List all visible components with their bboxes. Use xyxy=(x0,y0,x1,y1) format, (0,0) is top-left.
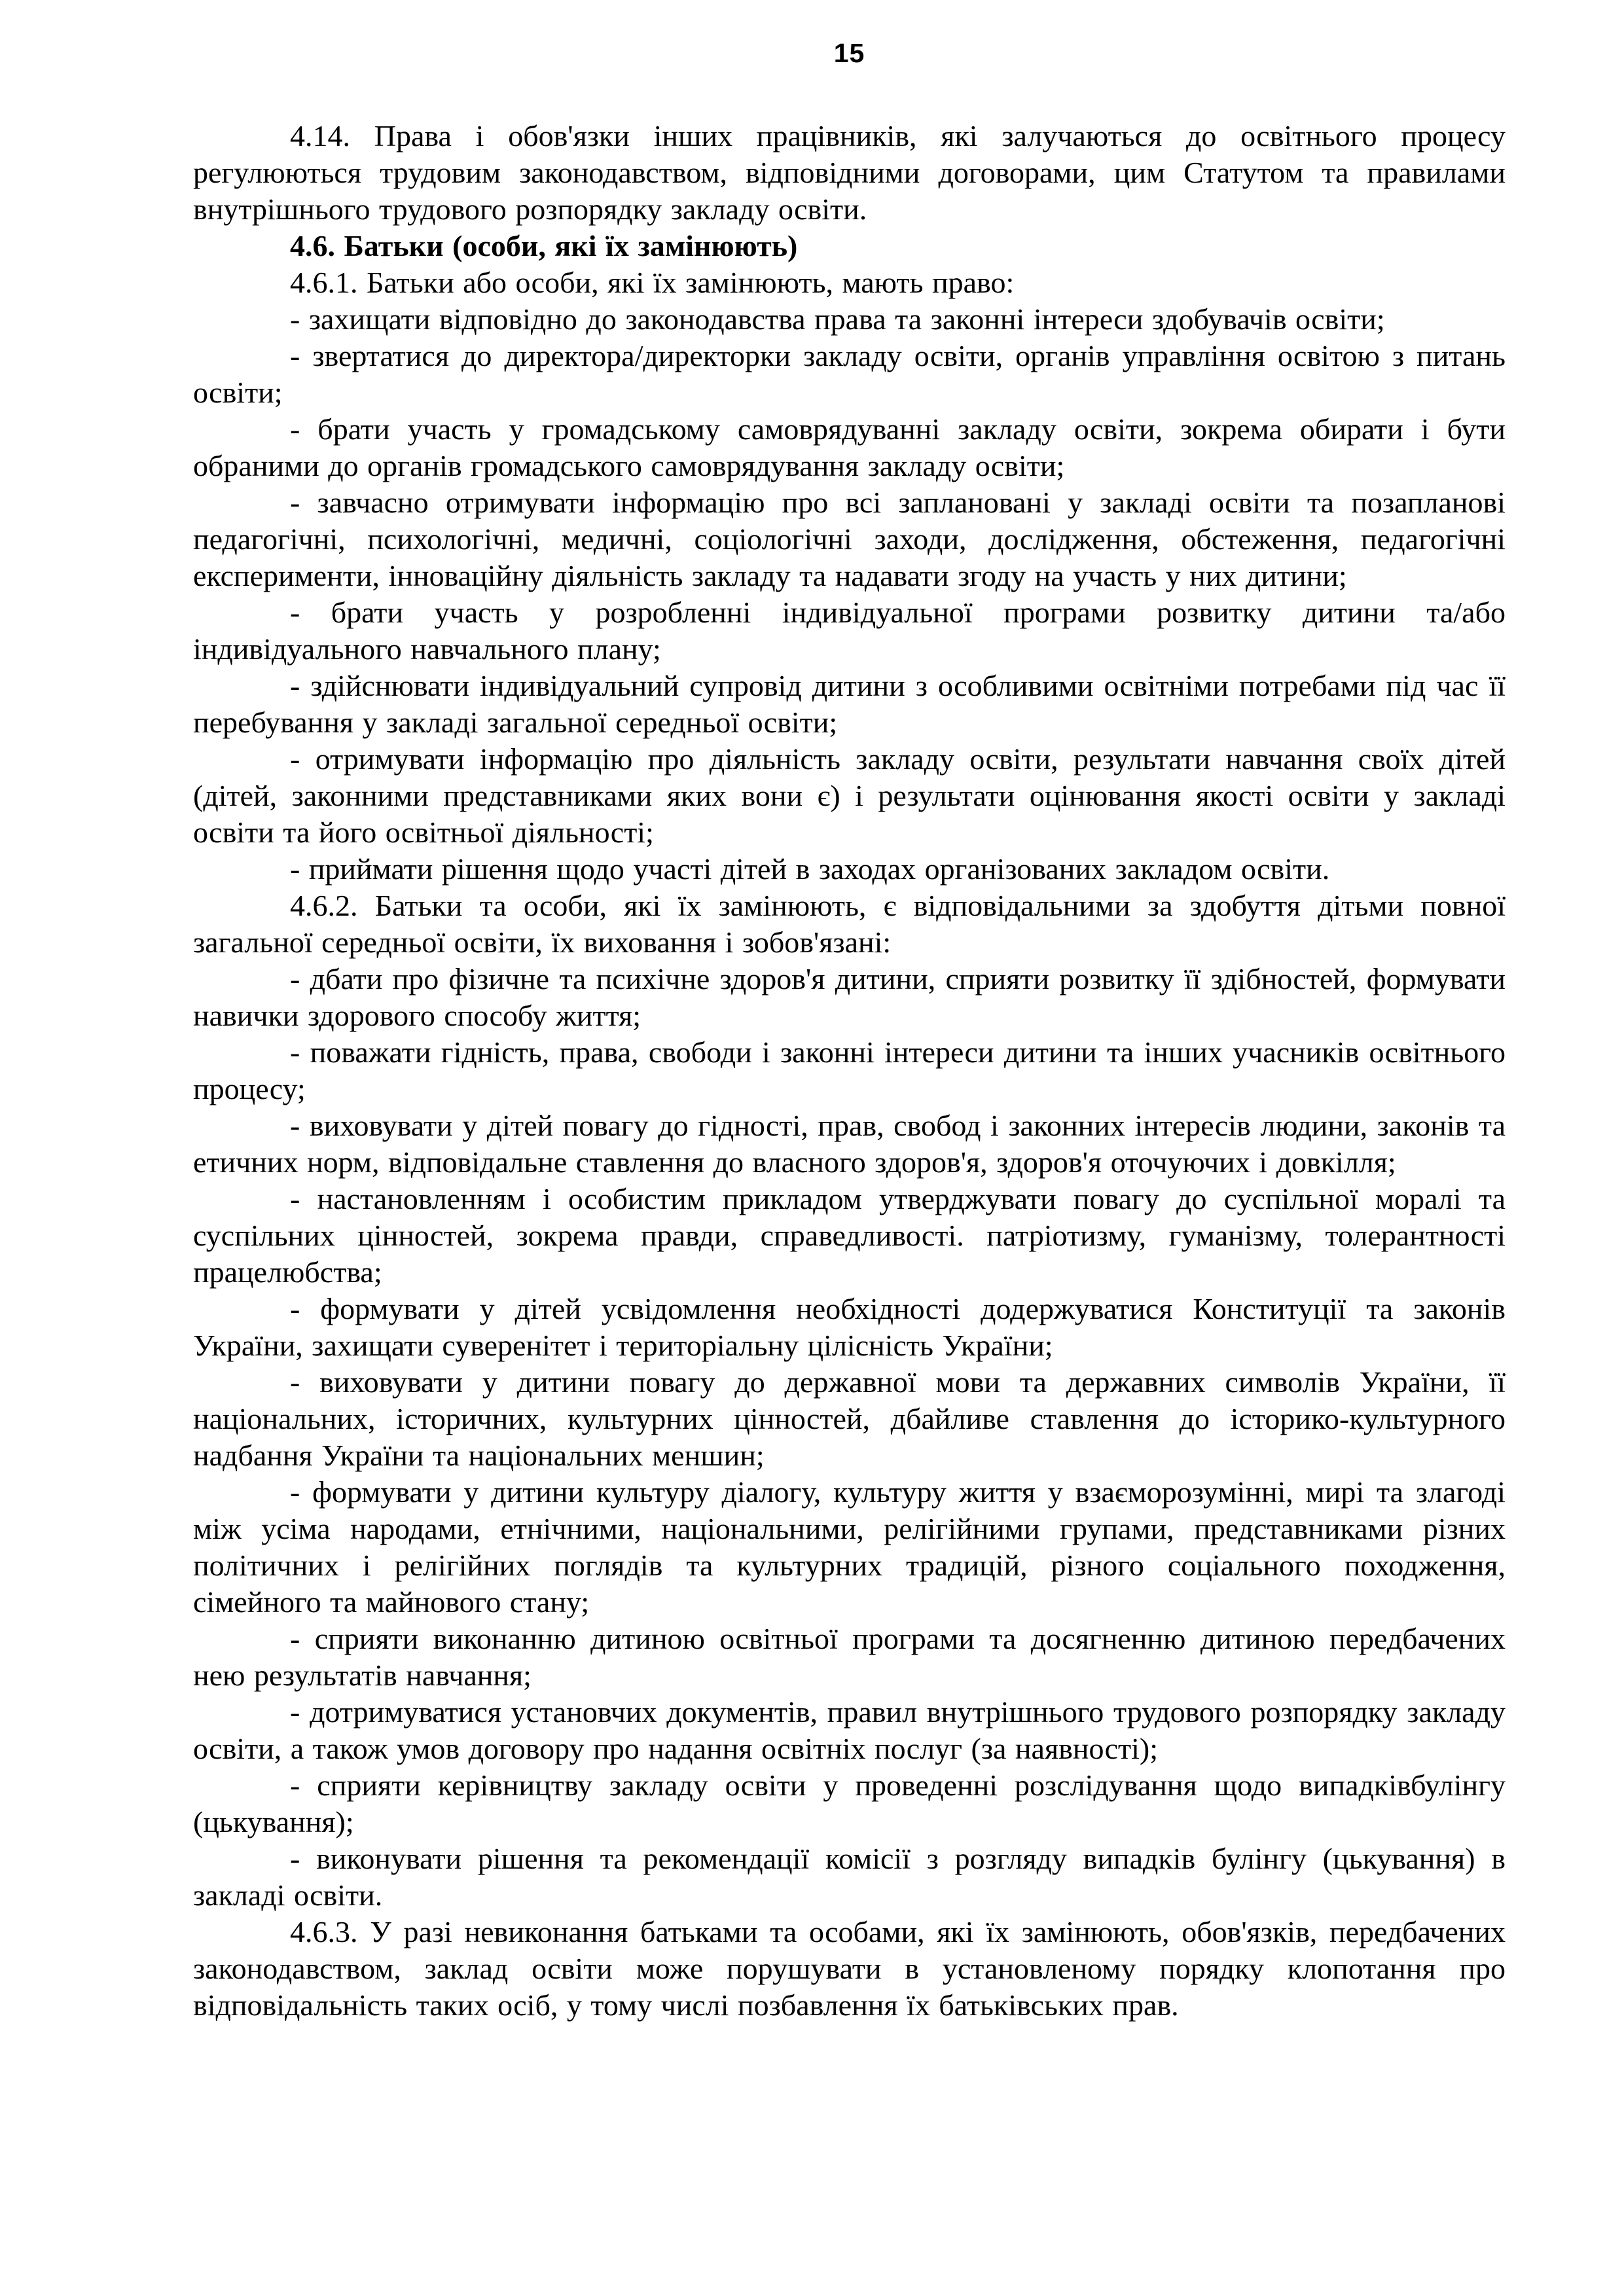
paragraph: - виховувати у дітей повагу до гідності, прав, свобод і законних інтересів людини, законів та етичних норм, відповідальне ставлення до власного здоров'я, здоров'я оточуючих і довкілля; xyxy=(193,1109,1506,1179)
paragraph: - сприяти виконанню дитиною освітньої програми та досягненню дитиною передбачених нею результатів навчання; xyxy=(193,1622,1506,1692)
paragraph: - формувати у дитини культуру діалогу, культуру життя у взаєморозумінні, мирі та злагоді між усіма народами, етнічними, національними, релігійними групами, представниками різних політичних і релігійних поглядів та культурних традицій, різного соціального походження, сімейного та майнового стану; xyxy=(193,1475,1506,1619)
paragraph: - звертатися до директора/директорки закладу освіти, органів управління освітою з питань освіти; xyxy=(193,339,1506,409)
paragraph: - завчасно отримувати інформацію про всі заплановані у закладі освіти та позапланові педагогічні, психологічні, медичні, соціологічні заходи, дослідження, обстеження, педагогічні експерименти, інноваційну діяльність закладу та надавати згоду на участь у них дитини; xyxy=(193,486,1506,592)
paragraph: 4.6.3. У разі невиконання батьками та особами, які їх замінюють, обов'язків, передбачених законодавством, заклад освіти може порушувати в установленому порядку клопотання про відповідальність таких осіб, у тому числі позбавлення їх батьківських прав. xyxy=(193,1915,1506,2022)
paragraph: - дбати про фізичне та психічне здоров'я дитини, сприяти розвитку її здібностей, формувати навички здорового способу життя; xyxy=(193,962,1506,1032)
paragraph: - брати участь у громадському самоврядуванні закладу освіти, зокрема обирати і бути обраними до органів громадського самоврядування закладу освіти; xyxy=(193,412,1506,482)
document-body xyxy=(193,118,1506,2024)
paragraph: - формувати у дітей усвідомлення необхідності додержуватися Конституції та законів України, захищати суверенітет і територіальну цілісність України; xyxy=(193,1292,1506,1362)
paragraph: - дотримуватися установчих документів, правил внутрішнього трудового розпорядку закладу освіти, а також умов договору про надання освітніх послуг (за наявності); xyxy=(193,1695,1506,1765)
paragraph: - сприяти керівництву закладу освіти у проведенні розслідування щодо випадківбулінгу (цькування); xyxy=(193,1768,1506,1839)
paragraph: - приймати рішення щодо участі дітей в заходах організованих закладом освіти. xyxy=(290,852,1330,886)
page-number: 15 xyxy=(833,38,865,68)
paragraph: 4.6.2. Батьки та особи, які їх замінюють, є відповідальними за здобуття дітьми повної загальної середньої освіти, їх виховання і зобов'язані: xyxy=(193,889,1506,959)
paragraph: - здійснювати індивідуальний супровід дитини з особливими освітніми потребами під час її перебування у закладі загальної середньої освіти; xyxy=(193,669,1506,739)
paragraph: - отримувати інформацію про діяльність закладу освіти, результати навчання своїх дітей (дітей, законними представниками яких вони є) і результати оцінювання якості освіти у закладі освіти та його освітньої діяльності; xyxy=(193,742,1506,849)
paragraph: 4.14. Права і обов'язки інших працівників, які залучаються до освітнього процесу регулюються трудовим законодавством, відповідними договорами, цим Статутом та правилами внутрішнього трудового розпорядку закладу освіти. xyxy=(193,119,1506,226)
paragraph: - захищати відповідно до законодавства права та законні інтереси здобувачів освіти; xyxy=(290,302,1385,336)
paragraph: - настановленням і особистим прикладом утверджувати повагу до суспільної моралі та суспільних цінностей, зокрема правди, справедливості. патріотизму, гуманізму, толерантності працелюбства; xyxy=(193,1182,1506,1289)
paragraph: - виховувати у дитини повагу до державної мови та державних символів України, її національних, історичних, культурних цінностей, дбайливе ставлення до історико-культурного надбання України та національних меншин; xyxy=(193,1365,1506,1472)
paragraph: 4.6. Батьки (особи, які їх замінюють) xyxy=(290,229,798,262)
paragraph: 4.6.1. Батьки або особи, які їх замінюють, мають право: xyxy=(290,266,1015,299)
paragraph: - поважати гідність, права, свободи і законні інтереси дитини та інших учасників освітнього процесу; xyxy=(193,1035,1506,1105)
paragraph: - виконувати рішення та рекомендації комісії з розгляду випадків булінгу (цькування) в закладі освіти. xyxy=(193,1842,1506,1912)
paragraph: - брати участь у розробленні індивідуальної програми розвитку дитини та/або індивідуального навчального плану; xyxy=(193,596,1506,666)
